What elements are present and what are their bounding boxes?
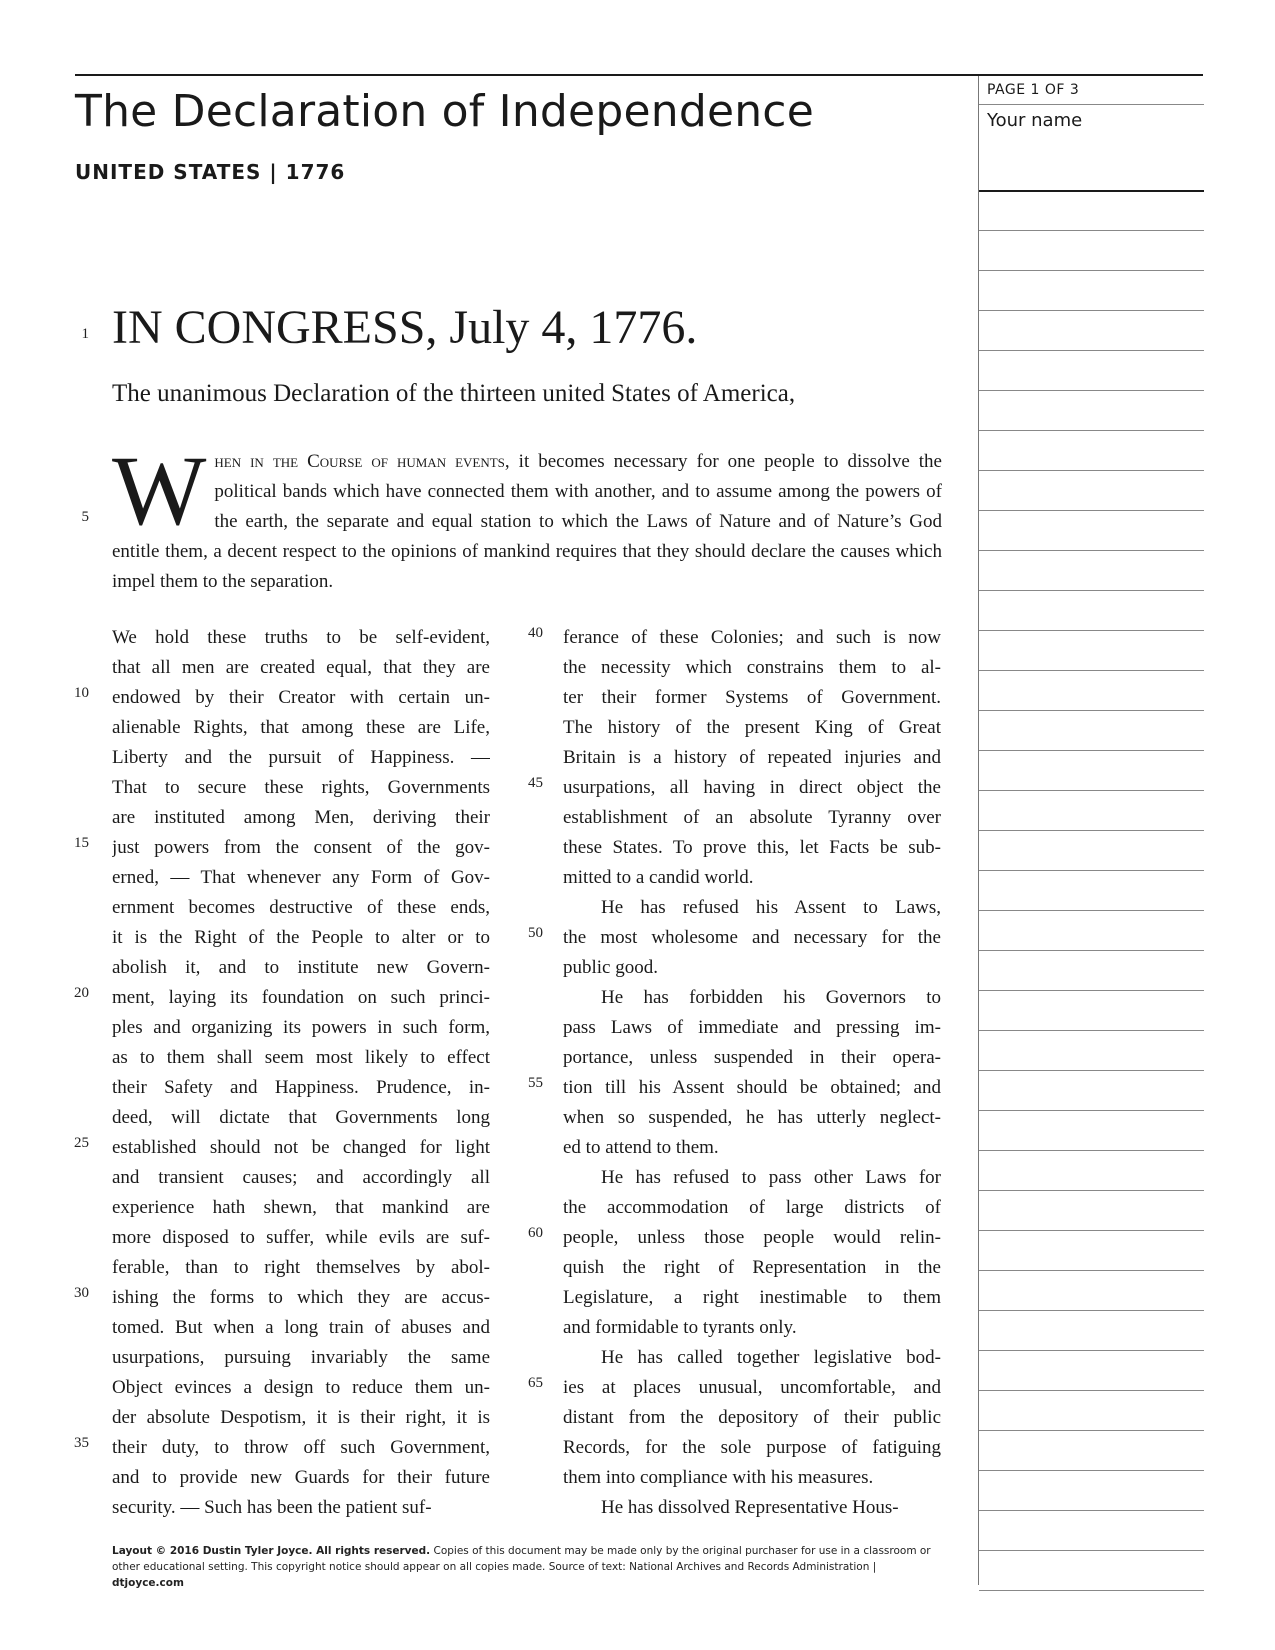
note-line: [979, 990, 1204, 991]
line-number: 65: [528, 1375, 543, 1391]
text-line: and formidable to tyrants only.: [563, 1317, 797, 1338]
text-line: Liberty and the pursuit of Happiness. —: [112, 747, 490, 768]
text-line: them into compliance with his measures.: [563, 1467, 874, 1488]
line-number: 15: [74, 835, 89, 851]
text-line: Object evinces a design to reduce them un-: [112, 1377, 490, 1398]
text-line: it is the Right of the People to alter or to: [112, 927, 490, 948]
text-line: ernment becomes destructive of these ends,: [112, 897, 490, 918]
name-field-rule: [979, 190, 1204, 192]
text-line: ples and organizing its powers in such form,: [112, 1017, 490, 1038]
note-line: [979, 1070, 1204, 1071]
line-number: 55: [528, 1075, 543, 1091]
text-line: the accommodation of large districts of: [563, 1197, 941, 1218]
text-line: ferance of these Colonies; and such is now: [563, 627, 941, 648]
text-line: as to them shall seem most likely to effect: [112, 1047, 490, 1068]
text-line: He has called together legislative bod-: [601, 1347, 941, 1368]
text-line: and to provide new Guards for their future: [112, 1467, 490, 1488]
note-line: [979, 910, 1204, 911]
text-line: just powers from the consent of the gov-: [112, 837, 490, 858]
congress-heading: IN CONGRESS, July 4, 1776.: [112, 301, 698, 354]
text-line: mitted to a candid world.: [563, 867, 754, 888]
text-line: endowed by their Creator with certain un-: [112, 687, 490, 708]
text-line: tion till his Assent should be obtained; and: [563, 1077, 941, 1098]
note-line: [979, 1430, 1204, 1431]
text-line: these States. To prove this, let Facts be sub-: [563, 837, 941, 858]
text-line: when so suspended, he has utterly neglect-: [563, 1107, 941, 1128]
text-column-left: [112, 623, 490, 1523]
text-line: their duty, to throw off such Government,: [112, 1437, 490, 1458]
text-line: establishment of an absolute Tyranny over: [563, 807, 941, 828]
note-line: [979, 1150, 1204, 1151]
text-line: portance, unless suspended in their opera-: [563, 1047, 941, 1068]
text-line: pass Laws of immediate and pressing im-: [563, 1017, 941, 1038]
text-line: der absolute Despotism, it is their right, it is: [112, 1407, 490, 1428]
preamble-text: it becomes necessary for one people to dissolve the political bands which have connected them with another, and to assume among the powers of the earth, the separate and equal station to which the Laws of Nature and of Nature’s God entitle them, a decent respect to the opinions of mankind requires that they should declare the causes which impel them to the separation.: [112, 451, 942, 592]
note-line: [979, 350, 1204, 351]
note-line: [979, 590, 1204, 591]
line-number: 50: [528, 925, 543, 941]
line-number: 30: [74, 1285, 89, 1301]
text-line: Records, for the sole purpose of fatiguing: [563, 1437, 941, 1458]
text-line: their Safety and Happiness. Prudence, in-: [112, 1077, 490, 1098]
line-number: 10: [74, 685, 89, 701]
text-line: more disposed to suffer, while evils are suf-: [112, 1227, 490, 1248]
text-line: We hold these truths to be self-evident,: [112, 627, 490, 648]
text-line: ishing the forms to which they are accus-: [112, 1287, 490, 1308]
note-line: [979, 230, 1204, 231]
text-line: Legislature, a right inestimable to them: [563, 1287, 941, 1308]
note-line: [979, 1550, 1204, 1551]
text-line: He has dissolved Representative Hous-: [601, 1497, 899, 1518]
name-rule-top: [979, 104, 1204, 105]
note-line: [979, 950, 1204, 951]
line-number: 1: [81, 326, 89, 342]
text-line: are instituted among Men, deriving their: [112, 807, 490, 828]
note-line: [979, 790, 1204, 791]
note-line: [979, 830, 1204, 831]
text-line: experience hath shewn, that mankind are: [112, 1197, 490, 1218]
notes-sidebar: [978, 76, 1204, 1585]
note-line: [979, 430, 1204, 431]
text-line: public good.: [563, 957, 658, 978]
note-line: [979, 1190, 1204, 1191]
text-line: He has refused his Assent to Laws,: [601, 897, 941, 918]
note-line: [979, 510, 1204, 511]
note-line: [979, 1390, 1204, 1391]
line-number: 60: [528, 1225, 543, 1241]
text-line: the most wholesome and necessary for the: [563, 927, 941, 948]
text-line: distant from the depository of their public: [563, 1407, 941, 1428]
text-line: He has forbidden his Governors to: [601, 987, 941, 1008]
document-title: The Declaration of Independence: [75, 86, 814, 137]
name-field-label: Your name: [987, 110, 1083, 131]
text-line: That to secure these rights, Governments: [112, 777, 490, 798]
note-line: [979, 1030, 1204, 1031]
line-number: 5: [81, 509, 89, 525]
line-number: 25: [74, 1135, 89, 1151]
line-number: 35: [74, 1435, 89, 1451]
text-line: Britain is a history of repeated injuries and: [563, 747, 941, 768]
note-line: [979, 270, 1204, 271]
copyright-footer: [112, 1543, 942, 1591]
line-number: 20: [74, 985, 89, 1001]
note-line: [979, 1350, 1204, 1351]
note-line: [979, 1310, 1204, 1311]
text-line: usurpations, pursuing invariably the same: [112, 1347, 490, 1368]
text-line: quish the right of Representation in the: [563, 1257, 941, 1278]
text-line: ferable, than to right themselves by abol-: [112, 1257, 490, 1278]
page-label: PAGE 1 OF 3: [987, 82, 1080, 98]
text-line: tomed. But when a long train of abuses and: [112, 1317, 490, 1338]
text-line: established should not be changed for light: [112, 1137, 490, 1158]
text-line: erned, — That whenever any Form of Gov-: [112, 867, 490, 888]
note-line: [979, 390, 1204, 391]
text-line: security. — Such has been the patient suf-: [112, 1497, 432, 1518]
note-line: [979, 1110, 1204, 1111]
declaration-subheading: The unanimous Declaration of the thirteen united States of America,: [112, 380, 796, 407]
line-number: 40: [528, 625, 543, 641]
text-line: that all men are created equal, that they are: [112, 657, 490, 678]
note-line: [979, 1470, 1204, 1471]
note-line: [979, 1230, 1204, 1231]
document-subtitle: UNITED STATES | 1776: [75, 160, 346, 184]
text-line: abolish it, and to institute new Govern-: [112, 957, 490, 978]
note-line: [979, 1270, 1204, 1271]
text-line: deed, will dictate that Governments long: [112, 1107, 490, 1128]
text-line: ies at places unusual, uncomfortable, and: [563, 1377, 941, 1398]
note-line: [979, 630, 1204, 631]
copyright-bold: Layout © 2016 Dustin Tyler Joyce. All rights reserved.: [112, 1545, 431, 1557]
text-line: and transient causes; and accordingly all: [112, 1167, 490, 1188]
text-line: ment, laying its foundation on such princi-: [112, 987, 490, 1008]
source-link[interactable]: dtjoyce.com: [112, 1577, 184, 1589]
text-line: people, unless those people would relin-: [563, 1227, 941, 1248]
drop-cap: W: [112, 435, 207, 546]
preamble-paragraph: [112, 435, 942, 597]
text-line: alienable Rights, that among these are Life,: [112, 717, 490, 738]
note-line: [979, 1590, 1204, 1591]
text-line: ed to attend to them.: [563, 1137, 719, 1158]
note-line: [979, 470, 1204, 471]
note-line: [979, 750, 1204, 751]
text-line: ter their former Systems of Government.: [563, 687, 941, 708]
note-line: [979, 1510, 1204, 1511]
text-line: The history of the present King of Great: [563, 717, 941, 738]
footer-separator: |: [869, 1561, 877, 1573]
text-column-right: [563, 623, 941, 1523]
text-line: the necessity which constrains them to al-: [563, 657, 941, 678]
note-line: [979, 710, 1204, 711]
line-number: 45: [528, 775, 543, 791]
note-line: [979, 670, 1204, 671]
copyright-text: Copies of this document may be made only by the original purchaser for use in a classroom or other educational setting. This copyright notice should appear on all copies made. Source of text: National Archives and Records Administration: [112, 1545, 931, 1573]
note-line: [979, 550, 1204, 551]
text-line: He has refused to pass other Laws for: [601, 1167, 941, 1188]
note-line: [979, 310, 1204, 311]
text-line: usurpations, all having in direct object the: [563, 777, 941, 798]
note-line: [979, 870, 1204, 871]
preamble-smallcaps: hen in the Course of human events,: [214, 451, 510, 472]
